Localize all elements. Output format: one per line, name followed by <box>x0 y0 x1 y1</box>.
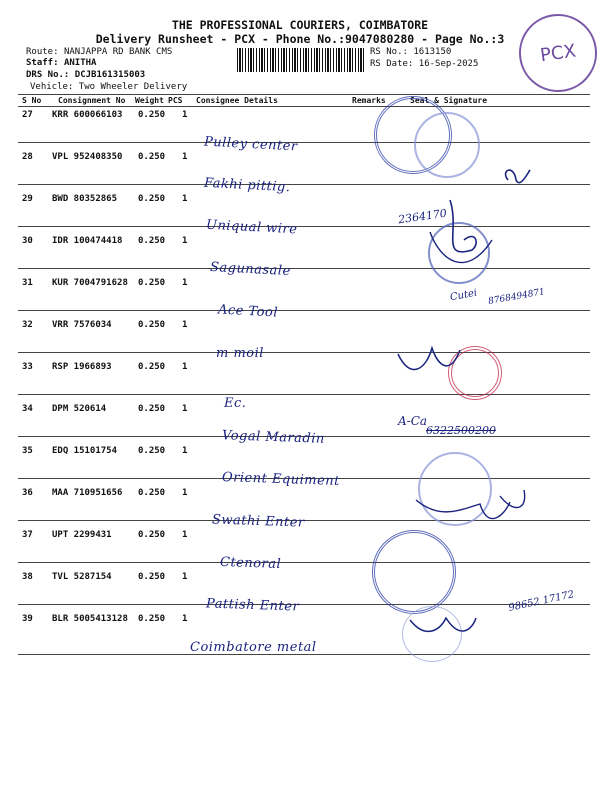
row-consignment: UPT 2299431 <box>52 530 112 540</box>
row-sno: 30 <box>22 236 33 246</box>
col-consignment: Consignment No <box>58 96 126 105</box>
pcx-stamp-text: PCX <box>538 40 578 66</box>
staff-value: ANITHA <box>63 58 97 68</box>
vehicle-value: Two Wheeler Delivery <box>78 82 188 92</box>
row-consignee: Fakhi pittig. <box>203 175 291 196</box>
row-consignee: Vogal Maradin <box>221 428 325 447</box>
row-consignment: VPL 952408350 <box>52 152 123 162</box>
row-pcs: 1 <box>182 236 188 246</box>
drs-value: DCJB161315003 <box>74 70 146 80</box>
row-pcs: 1 <box>182 614 188 624</box>
row-weight: 0.250 <box>138 488 166 498</box>
row-weight: 0.250 <box>138 152 166 162</box>
vehicle-label: Vehicle: <box>30 82 74 92</box>
handwritten-phone-1: 2364170 <box>397 206 448 227</box>
col-pcs: PCS <box>168 96 183 105</box>
handwritten-phone-4: 98652 17172 <box>507 589 576 614</box>
row-sno: 38 <box>22 572 33 582</box>
row-pcs: 1 <box>182 404 188 414</box>
row-pcs: 1 <box>182 572 188 582</box>
row-pcs: 1 <box>182 194 188 204</box>
extra-consignee: Coimbatore metal <box>190 640 317 655</box>
staff-label: Staff: <box>26 58 59 68</box>
row-pcs: 1 <box>182 488 188 498</box>
row-pcs: 1 <box>182 530 188 540</box>
vehicle-line <box>30 82 187 92</box>
row-consignee: Pattish Enter <box>205 596 300 615</box>
row-consignee: Ace Tool <box>217 302 279 321</box>
col-consignee: Consignee Details <box>196 96 278 105</box>
row-sno: 27 <box>22 110 33 120</box>
rs-no-line <box>370 47 451 57</box>
company-title: THE PROFESSIONAL COURIERS, COIMBATORE <box>171 18 429 32</box>
row-weight: 0.250 <box>138 404 166 414</box>
route-line <box>26 47 172 57</box>
route-value: NANJAPPA RD BANK CMS <box>63 47 173 57</box>
barcode <box>237 48 365 72</box>
row-sno: 31 <box>22 278 33 288</box>
row-pcs: 1 <box>182 320 188 330</box>
handwritten-initials-1: Cutei <box>449 287 478 304</box>
row-sno: 28 <box>22 152 33 162</box>
rs-no-value: 1613150 <box>413 47 452 57</box>
row-sno: 29 <box>22 194 33 204</box>
row-consignee: Orient Equiment <box>221 469 341 490</box>
row-consignment: BLR 5005413128 <box>52 614 128 624</box>
handwritten-phone-3: 6322500200 <box>426 424 496 437</box>
row-sno: 33 <box>22 362 33 372</box>
row-sno: 32 <box>22 320 33 330</box>
row-weight: 0.250 <box>138 362 166 372</box>
drs-line <box>26 70 145 80</box>
row-consignee: Uniqual wire <box>205 217 298 238</box>
row-weight: 0.250 <box>138 320 166 330</box>
col-signature: Seal & Signature <box>410 96 488 105</box>
rs-no-label: RS No.: <box>370 47 408 57</box>
row-pcs: 1 <box>182 152 188 162</box>
row-consignment: IDR 100474418 <box>52 236 123 246</box>
row-consignee: m moil <box>216 346 264 361</box>
row-consignment: RSP 1966893 <box>52 362 112 372</box>
row-consignment: TVL 5287154 <box>52 572 112 582</box>
row-consignee: Sagunasale <box>209 259 292 280</box>
row-weight: 0.250 <box>138 614 166 624</box>
handwritten-phone-2: 8768494871 <box>487 287 546 307</box>
row-sno: 36 <box>22 488 33 498</box>
row-consignment: EDQ 15101754 <box>52 446 118 456</box>
row-consignee: Ctenoral <box>219 554 282 573</box>
rs-date-value: 16-Sep-2025 <box>418 59 479 69</box>
header-top-rule <box>18 94 590 95</box>
row-consignment: MAA 710951656 <box>52 488 123 498</box>
staff-line <box>26 58 96 68</box>
row-sno: 39 <box>22 614 33 624</box>
row-pcs: 1 <box>182 446 188 456</box>
row-consignment: KRR 600066103 <box>52 110 123 120</box>
row-sno: 37 <box>22 530 33 540</box>
route-label: Route: <box>26 47 59 57</box>
col-remarks: Remarks <box>352 96 386 105</box>
row-consignment: VRR 7576034 <box>52 320 112 330</box>
row-sno: 34 <box>22 404 33 414</box>
row-consignment: BWD 80352865 <box>52 194 118 204</box>
row-weight: 0.250 <box>138 278 166 288</box>
row-consignment: DPM 520614 <box>52 404 107 414</box>
row-pcs: 1 <box>182 110 188 120</box>
row-weight: 0.250 <box>138 236 166 246</box>
row-sno: 35 <box>22 446 33 456</box>
rs-date-label: RS Date: <box>370 59 414 69</box>
drs-label: DRS No.: <box>26 70 70 80</box>
row-weight: 0.250 <box>138 194 166 204</box>
row-pcs: 1 <box>182 362 188 372</box>
runsheet-subtitle: Delivery Runsheet - PCX - Phone No.:9047080280 - Page No.:3 <box>95 32 505 46</box>
handwritten-initials-2: A-Ca <box>398 414 428 428</box>
row-consignee: Swathi Enter <box>211 512 305 531</box>
row-consignment: KUR 7004791628 <box>52 278 128 288</box>
col-sno: S No <box>22 96 42 105</box>
rs-date-line <box>370 59 478 69</box>
col-weight: Weight <box>135 96 164 105</box>
header-bottom-rule <box>18 106 590 107</box>
row-weight: 0.250 <box>138 446 166 456</box>
row-weight: 0.250 <box>138 530 166 540</box>
row-consignee: Ec. <box>224 396 247 411</box>
row-weight: 0.250 <box>138 110 166 120</box>
row-consignee: Pulley center <box>203 134 298 155</box>
row-weight: 0.250 <box>138 572 166 582</box>
row-pcs: 1 <box>182 278 188 288</box>
